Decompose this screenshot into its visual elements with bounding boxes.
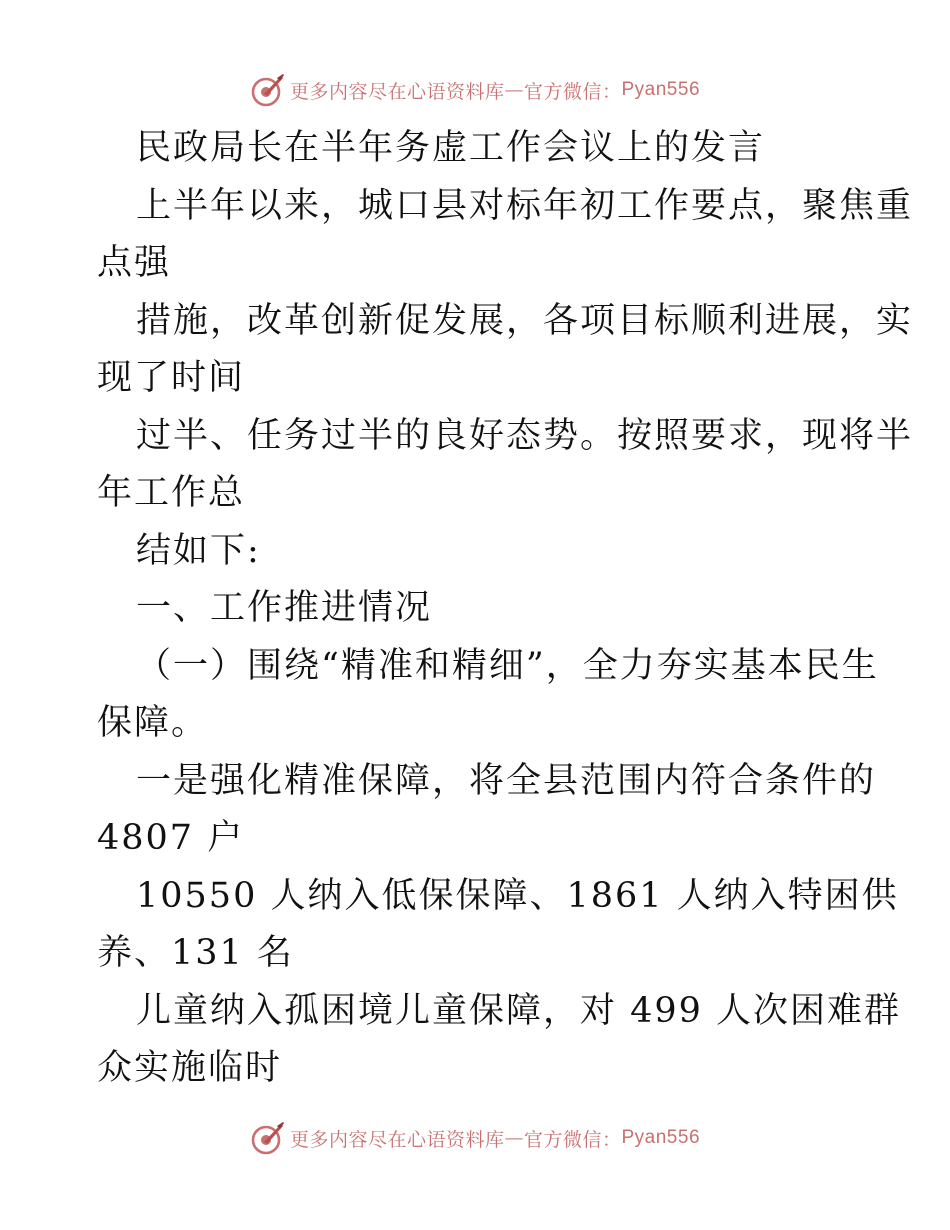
watermark-site-text: 更多内容尽在心语资料库 (289, 80, 505, 103)
body-line: 过半、任务过半的良好态势。按照要求，现将半 (136, 415, 914, 456)
body-line: 现了时间 (97, 358, 246, 398)
body-line: 一是强化精准保障，将全县范围内符合条件的 (136, 760, 877, 801)
section-heading: 一、工作推进情况 (136, 588, 433, 628)
footer-watermark (0, 1118, 950, 1158)
body-line: 年工作总 (97, 473, 246, 513)
body-line: 养、131 名 (97, 933, 294, 973)
body-line: 点强 (97, 243, 172, 283)
watermark-site-text: 更多内容尽在心语资料库 (289, 1128, 505, 1151)
quill-pen-logo-icon (250, 72, 286, 108)
watermark-separator: — (504, 79, 524, 101)
body-line: 保障。 (97, 703, 209, 743)
body-line: 措施，改革创新促发展，各项目标顺利进展，实 (136, 300, 914, 341)
body-line: 众实施临时 (97, 1048, 283, 1088)
subsection-heading: （一）围绕“精准和精细”，全力夯实基本民生 (136, 645, 879, 686)
header-watermark (0, 70, 950, 110)
body-line: 儿童纳入孤困境儿童保障，对 499 人次困难群 (136, 990, 902, 1031)
document-title: 民政局长在半年务虚工作会议上的发言 (136, 128, 766, 168)
body-line: 10550 人纳入低保保障、1861 人纳入特困供 (136, 875, 899, 916)
watermark-wechat-id: Pyan556 (621, 79, 701, 100)
quill-pen-logo-icon (250, 1120, 286, 1156)
body-line: 4807 户 (97, 818, 245, 858)
body-line: 上半年以来，城口县对标年初工作要点，聚焦重 (136, 185, 914, 226)
watermark-wechat-label: 官方微信： (523, 80, 622, 103)
watermark-wechat-id: Pyan556 (621, 1127, 701, 1148)
watermark-separator: — (504, 1127, 524, 1149)
document-body (97, 120, 914, 1098)
watermark-wechat-label: 官方微信： (523, 1128, 622, 1151)
body-line: 结如下: (136, 530, 261, 571)
